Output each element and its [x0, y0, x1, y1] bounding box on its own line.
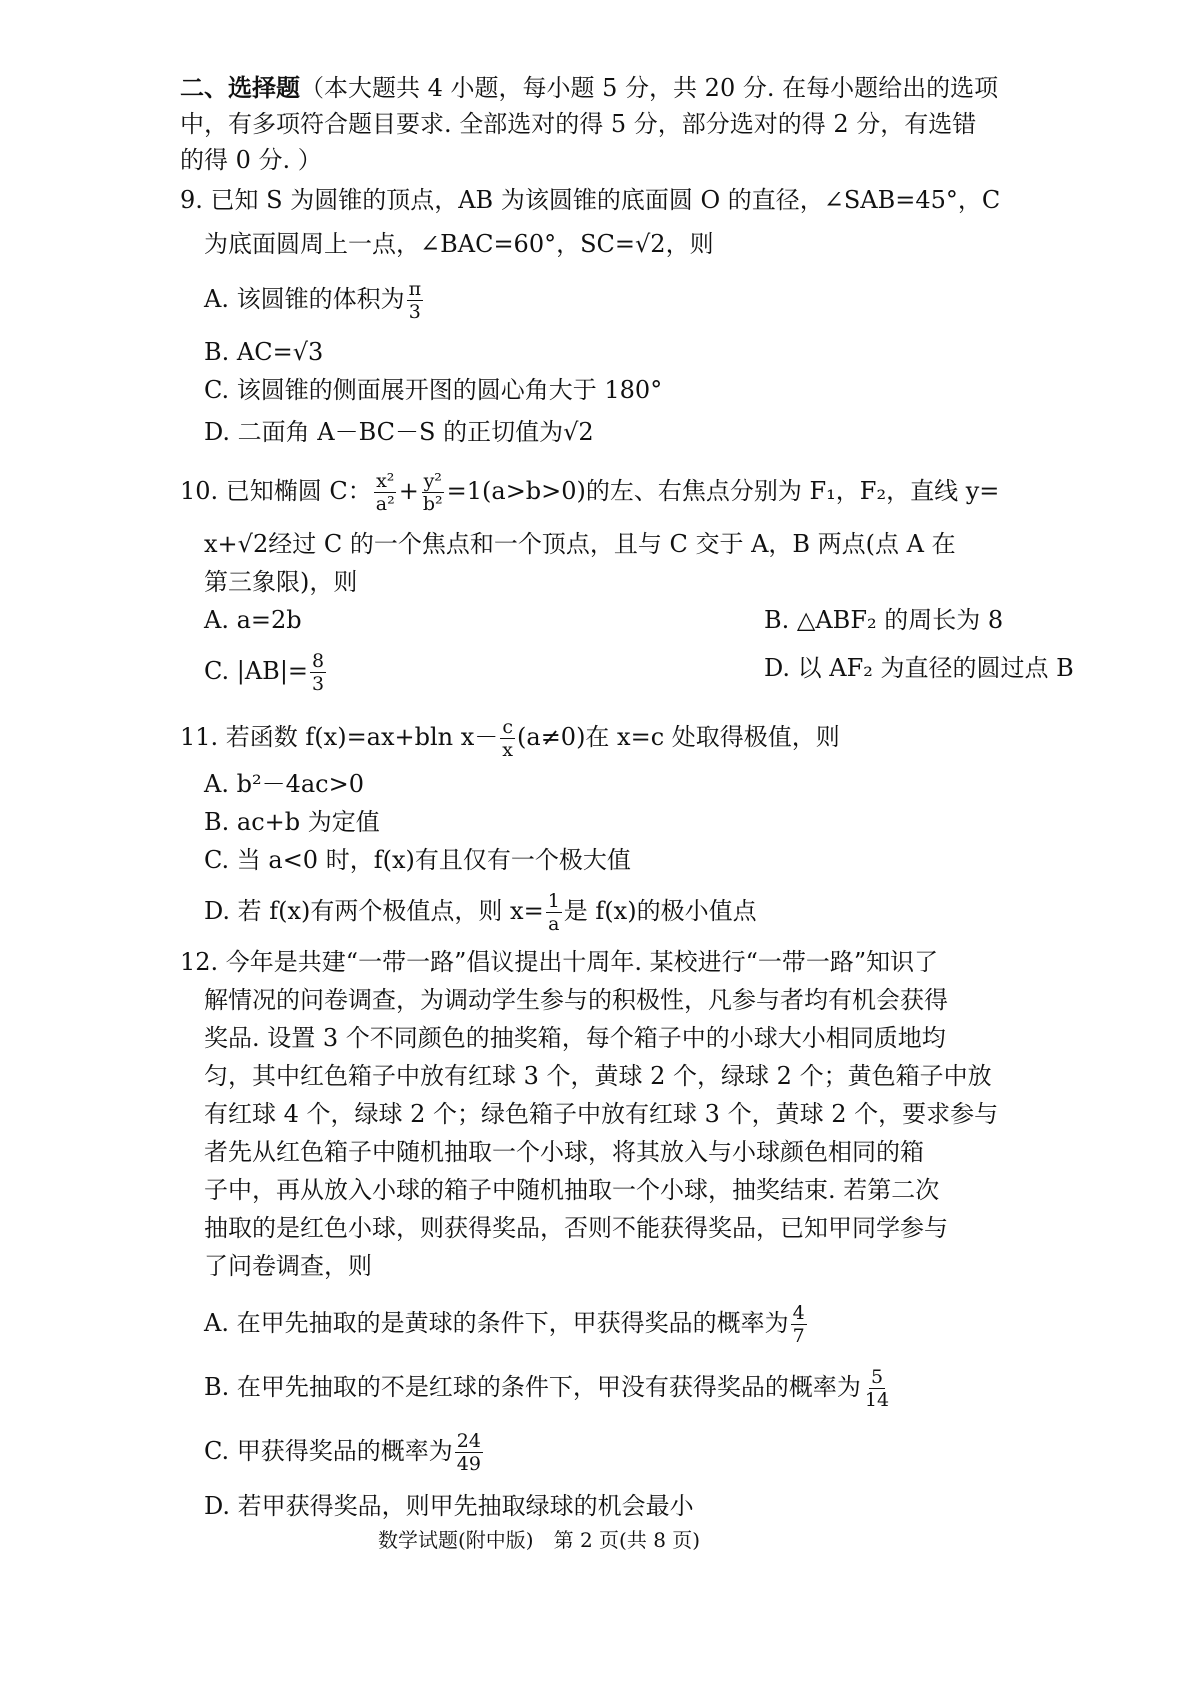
q10-option-c-text: C. |AB|= — [204, 657, 309, 685]
fraction-numerator: x² — [376, 470, 395, 492]
q12-stem-3: 奖品. 设置 3 个不同颜色的抽奖箱，每个箱子中的小球大小相同质地均 — [204, 1024, 946, 1052]
q10-plus: + — [398, 477, 419, 505]
q9-option-a-fraction — [407, 278, 424, 323]
fraction-denominator: a² — [375, 493, 395, 515]
section-intro-line-2: 中，有多项符合题目要求. 全部选对的得 5 分，部分选对的得 2 分，有选错 — [180, 110, 977, 138]
q10-stem-2: x+√2经过 C 的一个焦点和一个顶点，且与 C 交于 A，B 两点(点 A 在 — [204, 530, 956, 558]
page-footer: 数学试题(附中版) 第 2 页(共 8 页) — [378, 1528, 701, 1552]
q9-option-a-text: A. 该圆锥的体积为 — [204, 285, 405, 313]
q12-option-c-fraction — [455, 1430, 483, 1475]
fraction-denominator: 3 — [408, 301, 421, 323]
q12-stem-1: 12. 今年是共建“一带一路”倡议提出十周年. 某校进行“一带一路”知识了 — [180, 948, 939, 976]
fraction-numerator: c — [502, 716, 513, 738]
q9-option-d: D. 二面角 A－BC－S 的正切值为√2 — [204, 418, 594, 446]
q10-option-b: B. △ABF₂ 的周长为 8 — [764, 606, 1004, 634]
q12-option-b-fraction — [863, 1366, 891, 1411]
q11-option-d — [204, 890, 757, 935]
q10-stem-pre: 10. 已知椭圆 C： — [180, 477, 372, 505]
section-intro-line-3: 的得 0 分. ） — [180, 146, 322, 174]
q11-option-b: B. ac+b 为定值 — [204, 808, 380, 836]
fraction-denominator: b² — [422, 493, 443, 515]
fraction-denominator: 14 — [864, 1389, 890, 1411]
q10-stem-3: 第三象限)，则 — [204, 568, 358, 596]
q12-option-b — [204, 1366, 893, 1411]
q10-y-fraction — [421, 470, 445, 515]
q11-option-d-pre: D. 若 f(x)有两个极值点，则 x= — [204, 897, 544, 925]
q10-option-row-2 — [204, 650, 1074, 695]
fraction-numerator: 24 — [456, 1430, 481, 1452]
fraction-numerator: 8 — [312, 650, 325, 672]
q10-option-d: D. 以 AF₂ 为直径的圆过点 B — [764, 654, 1074, 682]
q10-stem-post: =1(a>b>0)的左、右焦点分别为 F₁，F₂，直线 y= — [446, 477, 1000, 505]
q11-stem-fraction — [500, 716, 515, 761]
q12-option-a-text: A. 在甲先抽取的是黄球的条件下，甲获得奖品的概率为 — [204, 1309, 789, 1337]
q11-stem — [180, 716, 840, 761]
fraction-numerator: y² — [423, 470, 442, 492]
fraction-numerator: 5 — [870, 1366, 884, 1388]
q10-option-c — [204, 650, 328, 695]
q9-option-c: C. 该圆锥的侧面展开图的圆心角大于 180° — [204, 376, 663, 404]
fraction-denominator: 3 — [312, 673, 325, 695]
q11-option-c: C. 当 a<0 时，f(x)有且仅有一个极大值 — [204, 846, 631, 874]
q11-stem-pre: 11. 若函数 f(x)=ax+bln x－ — [180, 723, 499, 751]
fraction-denominator: a — [548, 913, 560, 935]
q12-stem-7: 子中，再从放入小球的箱子中随机抽取一个小球，抽奖结束. 若第二次 — [204, 1176, 940, 1204]
q11-option-d-fraction — [546, 890, 562, 935]
q12-option-b-text: B. 在甲先抽取的不是红球的条件下，甲没有获得奖品的概率为 — [204, 1373, 861, 1401]
q12-stem-6: 者先从红色箱子中随机抽取一个小球，将其放入与小球颜色相同的箱 — [204, 1138, 924, 1166]
section-title: 二、选择题 — [180, 73, 300, 102]
q12-option-c — [204, 1430, 485, 1475]
q12-option-c-text: C. 甲获得奖品的概率为 — [204, 1437, 453, 1465]
fraction-numerator: 1 — [547, 890, 560, 912]
q12-stem-8: 抽取的是红色小球，则获得奖品，否则不能获得奖品，已知甲同学参与 — [204, 1214, 948, 1242]
section-intro-1: （本大题共 4 小题，每小题 5 分，共 20 分. 在每小题给出的选项 — [300, 74, 999, 102]
q10-option-a: A. a=2b — [204, 606, 302, 634]
q12-stem-5: 有红球 4 个，绿球 2 个；绿色箱子中放有红球 3 个，黄球 2 个，要求参与 — [204, 1100, 999, 1128]
q12-stem-4: 匀，其中红色箱子中放有红球 3 个，黄球 2 个，绿球 2 个；黄色箱子中放 — [204, 1062, 992, 1090]
q9-option-a — [204, 278, 425, 323]
fraction-numerator: 4 — [792, 1302, 805, 1324]
q10-option-c-fraction — [310, 650, 326, 695]
q12-option-d: D. 若甲获得奖品，则甲先抽取绿球的机会最小 — [204, 1492, 694, 1520]
q10-stem-1 — [180, 470, 999, 515]
q10-x-fraction — [374, 470, 397, 515]
q9-stem-2: 为底面圆周上一点，∠BAC=60°，SC=√2，则 — [204, 230, 714, 258]
q12-option-a-fraction — [791, 1302, 807, 1347]
section-intro-line-1 — [180, 70, 998, 106]
fraction-numerator: π — [408, 278, 422, 300]
fraction-denominator: 7 — [792, 1325, 805, 1347]
fraction-denominator: x — [502, 739, 514, 761]
q10-option-row-1 — [204, 602, 1004, 638]
q12-option-a — [204, 1302, 809, 1347]
q12-stem-2: 解情况的问卷调查，为调动学生参与的积极性，凡参与者均有机会获得 — [204, 986, 948, 1014]
q9-stem-1: 9. 已知 S 为圆锥的顶点，AB 为该圆锥的底面圆 O 的直径，∠SAB=45°，C — [180, 186, 1001, 214]
q11-stem-post: (a≠0)在 x=c 处取得极值，则 — [517, 723, 840, 751]
q11-option-a: A. b²－4ac>0 — [204, 770, 364, 798]
q11-option-d-post: 是 f(x)的极小值点 — [563, 897, 757, 925]
q9-option-b: B. AC=√3 — [204, 338, 324, 366]
q12-stem-9: 了问卷调查，则 — [204, 1252, 372, 1280]
fraction-denominator: 49 — [456, 1453, 481, 1475]
